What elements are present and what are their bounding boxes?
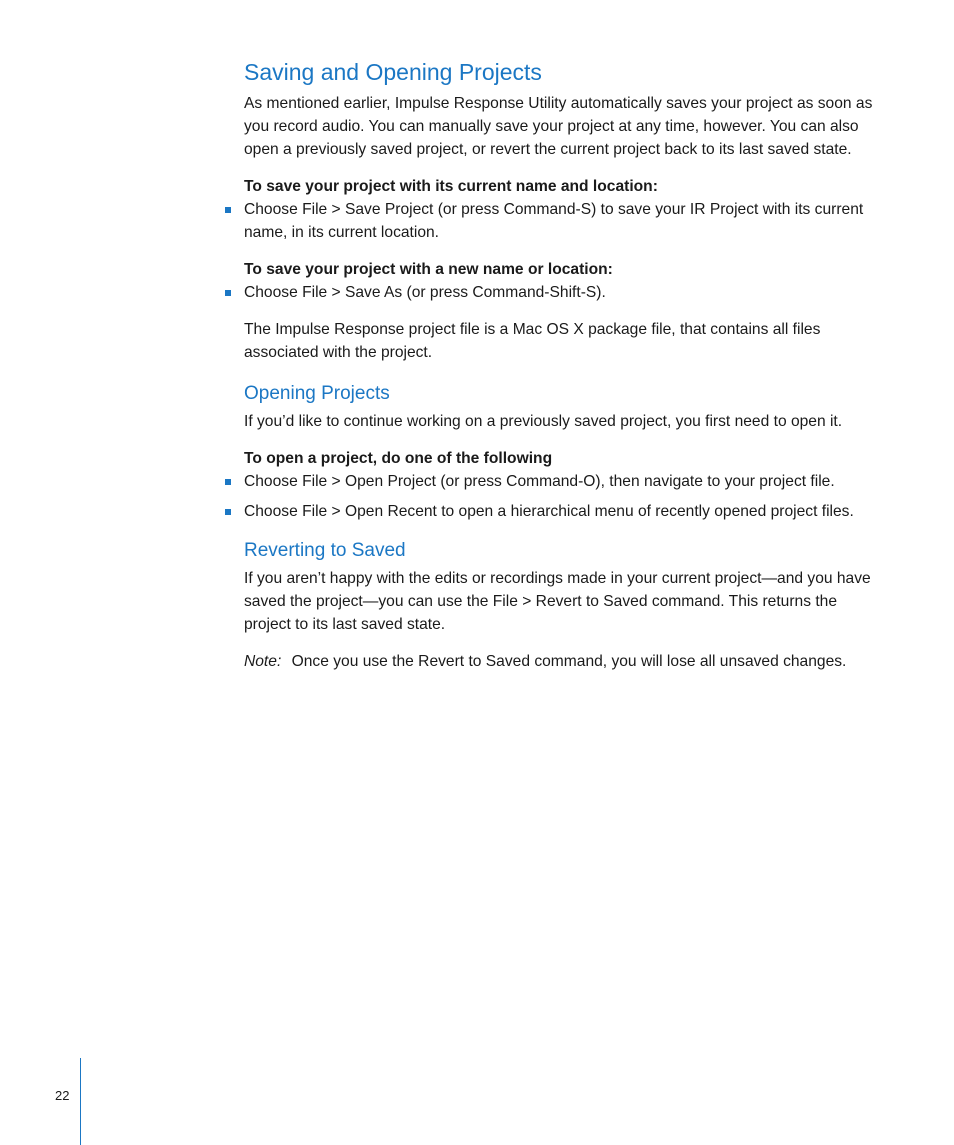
package-note: The Impulse Response project file is a Mac OS X package file, that contains all files associated with the project. bbox=[244, 321, 821, 361]
subsection-title-opening: Opening Projects bbox=[244, 383, 390, 404]
reverting-body: If you aren’t happy with the edits or recordings made in your current project—and you have saved the project—you can use the File > Revert to Saved command. This returns the project to its last saved state. bbox=[244, 570, 871, 633]
page-content bbox=[244, 58, 876, 687]
bullet-square-icon bbox=[225, 207, 231, 213]
bullet-square-icon bbox=[225, 479, 231, 485]
section-title-saving: Saving and Opening Projects bbox=[244, 59, 542, 85]
note-label: Note: bbox=[244, 653, 282, 670]
steps-open bbox=[244, 470, 876, 523]
footer-divider bbox=[80, 1058, 81, 1145]
list-item bbox=[244, 198, 876, 244]
step-text: Choose File > Save Project (or press Command-S) to save your IR Project with its current name, in its current location. bbox=[244, 201, 864, 241]
task-heading-save-current: To save your project with its current name and location: bbox=[244, 178, 658, 195]
bullet-square-icon bbox=[225, 290, 231, 296]
task-heading-open: To open a project, do one of the following bbox=[244, 450, 553, 467]
steps-save-new bbox=[244, 281, 876, 304]
task-heading-save-new: To save your project with a new name or location: bbox=[244, 261, 613, 278]
step-text: Choose File > Open Project (or press Command-O), then navigate to your project file. bbox=[244, 473, 835, 490]
list-item bbox=[244, 470, 876, 493]
note-text: Once you use the Revert to Saved command, you will lose all unsaved changes. bbox=[291, 653, 847, 670]
list-item bbox=[244, 281, 876, 304]
bullet-square-icon bbox=[225, 509, 231, 515]
opening-intro: If you’d like to continue working on a previously saved project, you first need to open it. bbox=[244, 413, 843, 430]
subsection-title-reverting: Reverting to Saved bbox=[244, 540, 406, 561]
page-number: 22 bbox=[55, 1088, 70, 1103]
step-text: Choose File > Open Recent to open a hierarchical menu of recently opened project files. bbox=[244, 503, 854, 520]
steps-save-current bbox=[244, 198, 876, 244]
list-item bbox=[244, 500, 876, 523]
reverting-note bbox=[244, 650, 876, 673]
saving-intro: As mentioned earlier, Impulse Response Utility automatically saves your project as soon as you record audio. You can manually save your project at any time, however. You can also open a previously saved project, or revert the current project back to its last saved state. bbox=[244, 95, 873, 158]
step-text: Choose File > Save As (or press Command-Shift-S). bbox=[244, 284, 606, 301]
